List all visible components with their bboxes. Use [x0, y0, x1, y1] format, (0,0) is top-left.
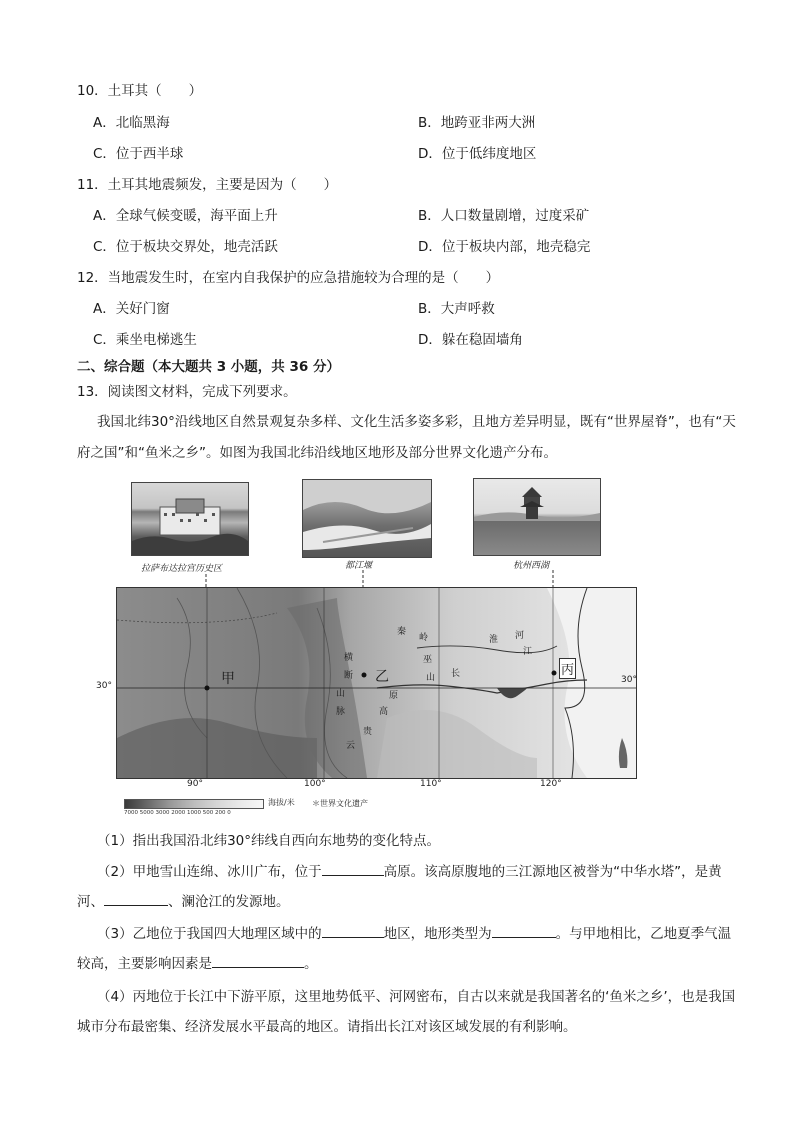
feature-shan2: 山: [426, 673, 436, 683]
q12-option-b: B．大声呼救: [418, 301, 495, 317]
feature-shan: 山: [336, 689, 346, 699]
subquestion-4: （4）丙地位于长江中下游平原，这里地势低平、河网密布，自古以来就是我国著名的‘鱼米之乡’，也是我国城市分布最密集、经济发展水平最高的地区。请指出长江对该区域发展的有利影响。: [77, 989, 736, 1035]
question-10-stem: 10．土耳其（ ）: [77, 83, 203, 99]
lon-label-90: 90°: [187, 779, 203, 789]
elevation-legend-bar: [124, 799, 264, 809]
subquestion-2: （2）甲地雪山连绵、冰川广布，位于 高原。该高原腹地的三江源地区被誉为“中华水塔”，是黄河、 、澜沧江的发源地。: [77, 857, 743, 917]
label-jia: 甲: [221, 671, 235, 687]
answer-blank-2b[interactable]: [104, 891, 168, 906]
question-13-stem: 13．阅读图文材料，完成下列要求。: [77, 384, 297, 400]
feature-duan: 断: [344, 671, 354, 681]
terrain-map: [116, 587, 637, 779]
heritage-icon: ＊: [312, 799, 320, 808]
feature-he: 河: [515, 631, 525, 641]
question-12-stem: 12．当地震发生时，在室内自我保护的应急措施较为合理的是（ ）: [77, 270, 500, 286]
elevation-legend-unit: 海拔/米: [268, 798, 295, 807]
feature-jiang: 江: [523, 647, 533, 657]
feature-ling: 岭: [419, 633, 429, 643]
lat-label-left: 30°: [96, 681, 112, 691]
feature-gao: 高: [379, 707, 389, 717]
lon-label-120: 120°: [540, 779, 562, 789]
feature-yun: 云: [346, 741, 356, 751]
elevation-legend-values: 7000 5000 3000 2000 1000 500 200 0: [124, 810, 231, 816]
heritage-legend: ＊世界文化遗产: [312, 799, 368, 808]
answer-blank-3c[interactable]: [212, 953, 304, 968]
feature-chang: 长: [451, 669, 461, 679]
q10-option-a: A．北临黑海: [93, 115, 170, 131]
q10-option-c: C．位于西半球: [93, 146, 184, 162]
q12-option-d: D．躲在稳固墙角: [418, 332, 523, 348]
lat-label-right: 30°: [621, 675, 637, 685]
q11-option-b: B．人口数量剧增，过度采矿: [418, 208, 590, 224]
subquestion-1: （1）指出我国沿北纬30°纬线自西向东地势的变化特点。: [97, 833, 441, 849]
caption-dujiangyan: 都江堰: [345, 561, 373, 571]
feature-heng: 横: [344, 653, 354, 663]
feature-mai: 脉: [336, 707, 346, 717]
feature-gui: 贵: [363, 727, 373, 737]
lon-label-100: 100°: [304, 779, 326, 789]
feature-huai: 淮: [489, 635, 499, 645]
lon-label-110: 110°: [420, 779, 442, 789]
caption-west-lake: 杭州西湖: [513, 561, 550, 571]
label-yi: 乙: [375, 669, 389, 685]
q11-option-a: A．全球气候变暖，海平面上升: [93, 208, 278, 224]
q12-option-c: C．乘坐电梯逃生: [93, 332, 197, 348]
section-title: 二、综合题（本大题共 3 小题，共 36 分）: [77, 359, 340, 375]
answer-blank-3a[interactable]: [322, 923, 384, 938]
caption-potala: 拉萨布达拉宫历史区: [141, 564, 223, 574]
answer-blank-3b[interactable]: [492, 923, 556, 938]
q11-option-d: D．位于板块内部，地壳稳完: [418, 239, 591, 255]
heritage-marker-dujiangyan: [362, 673, 367, 678]
heritage-marker-westlake: [552, 671, 557, 676]
label-bing: 丙: [559, 658, 576, 679]
heritage-marker-lhasa: [205, 686, 210, 691]
q10-option-b: B．地跨亚非两大洲: [418, 115, 536, 131]
q11-option-c: C．位于板块交界处，地壳活跃: [93, 239, 278, 255]
feature-yuan: 原: [389, 691, 399, 701]
question-13-intro: 我国北纬30°沿线地区自然景观复杂多样、文化生活多姿多彩，且地方差异明显，既有“世界屋脊”，也有“天府之国”和“鱼米之乡”。如图为我国北纬沿线地区地形及部分世界文化遗产分布。: [77, 414, 736, 461]
feature-wu: 巫: [423, 655, 433, 665]
feature-qin: 秦: [397, 627, 407, 637]
q12-option-a: A．关好门窗: [93, 301, 170, 317]
q10-option-d: D．位于低纬度地区: [418, 146, 537, 162]
question-11-stem: 11．土耳其地震频发，主要是因为（ ）: [77, 177, 338, 193]
subquestion-3: （3）乙地位于我国四大地理区域中的 地区，地形类型为 。与甲地相比，乙地夏季气温较高，主要影响因素是 。: [77, 919, 743, 979]
answer-blank-2a[interactable]: [322, 861, 384, 876]
